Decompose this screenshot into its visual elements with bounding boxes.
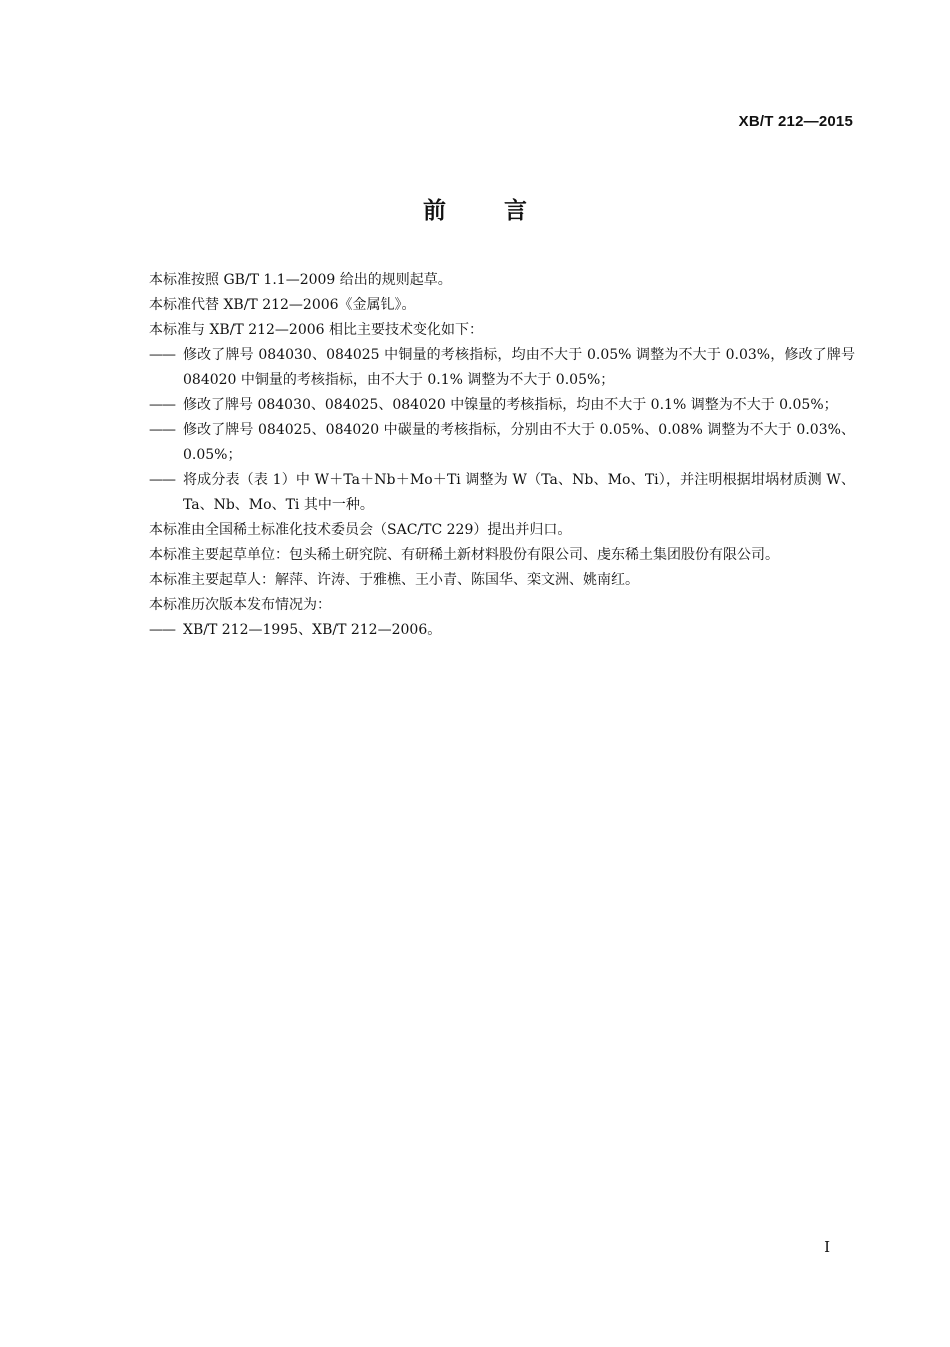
paragraph-drafting-units: 本标准主要起草单位：包头稀土研究院、有研稀土新材料股份有限公司、虔东稀土集团股份有限公司。 [149,547,779,563]
dash-marker: —— [149,397,175,413]
paragraph-replaces: 本标准代替 XB/T 212—2006《金属钆》。 [149,297,416,313]
dash-marker: —— [149,472,175,488]
document-code: XB/T 212—2015 [738,113,853,130]
change-item-composition-table [113,468,855,518]
history-text: XB/T 212—1995、XB/T 212—2006。 [183,622,442,638]
dash-marker: —— [149,422,175,438]
page-title: 前言 [423,198,585,224]
history-item [113,618,855,643]
paragraph-changes-intro: 本标准与 XB/T 212—2006 相比主要技术变化如下： [149,322,484,338]
dash-marker: —— [149,347,175,363]
preface-body [113,268,855,643]
change-item-carbon [113,418,855,468]
change-text: 修改了牌号 084030、084025 中铜量的考核指标，均由不大于 0.05% 调整为不大于 0.03%，修改了牌号 084020 中铜量的考核指标，由不大于 0.1% 调整为不大于 0.05%； [183,347,855,388]
paragraph-history-intro: 本标准历次版本发布情况为： [149,597,331,613]
paragraph-proposer: 本标准由全国稀土标准化技术委员会（SAC/TC 229）提出并归口。 [149,522,572,538]
paragraph-drafters: 本标准主要起草人：解萍、许涛、于雅樵、王小青、陈国华、栾文洲、姚南红。 [149,572,639,588]
change-item-copper [113,343,855,393]
change-item-nickel [113,393,855,418]
page-number: I [824,1238,830,1256]
change-text: 修改了牌号 084030、084025、084020 中镍量的考核指标，均由不大于 0.1% 调整为不大于 0.05%； [183,397,838,413]
dash-marker: —— [149,622,175,638]
change-text: 修改了牌号 084025、084020 中碳量的考核指标，分别由不大于 0.05%、0.08% 调整为不大于 0.03%、0.05%； [183,422,855,463]
change-text: 将成分表（表 1）中 W＋Ta＋Nb＋Mo＋Ti 调整为 W（Ta、Nb、Mo、Ti），并注明根据坩埚材质测 W、Ta、Nb、Mo、Ti 其中一种。 [183,472,855,513]
paragraph-drafting-rules: 本标准按照 GB/T 1.1—2009 给出的规则起草。 [149,272,452,288]
